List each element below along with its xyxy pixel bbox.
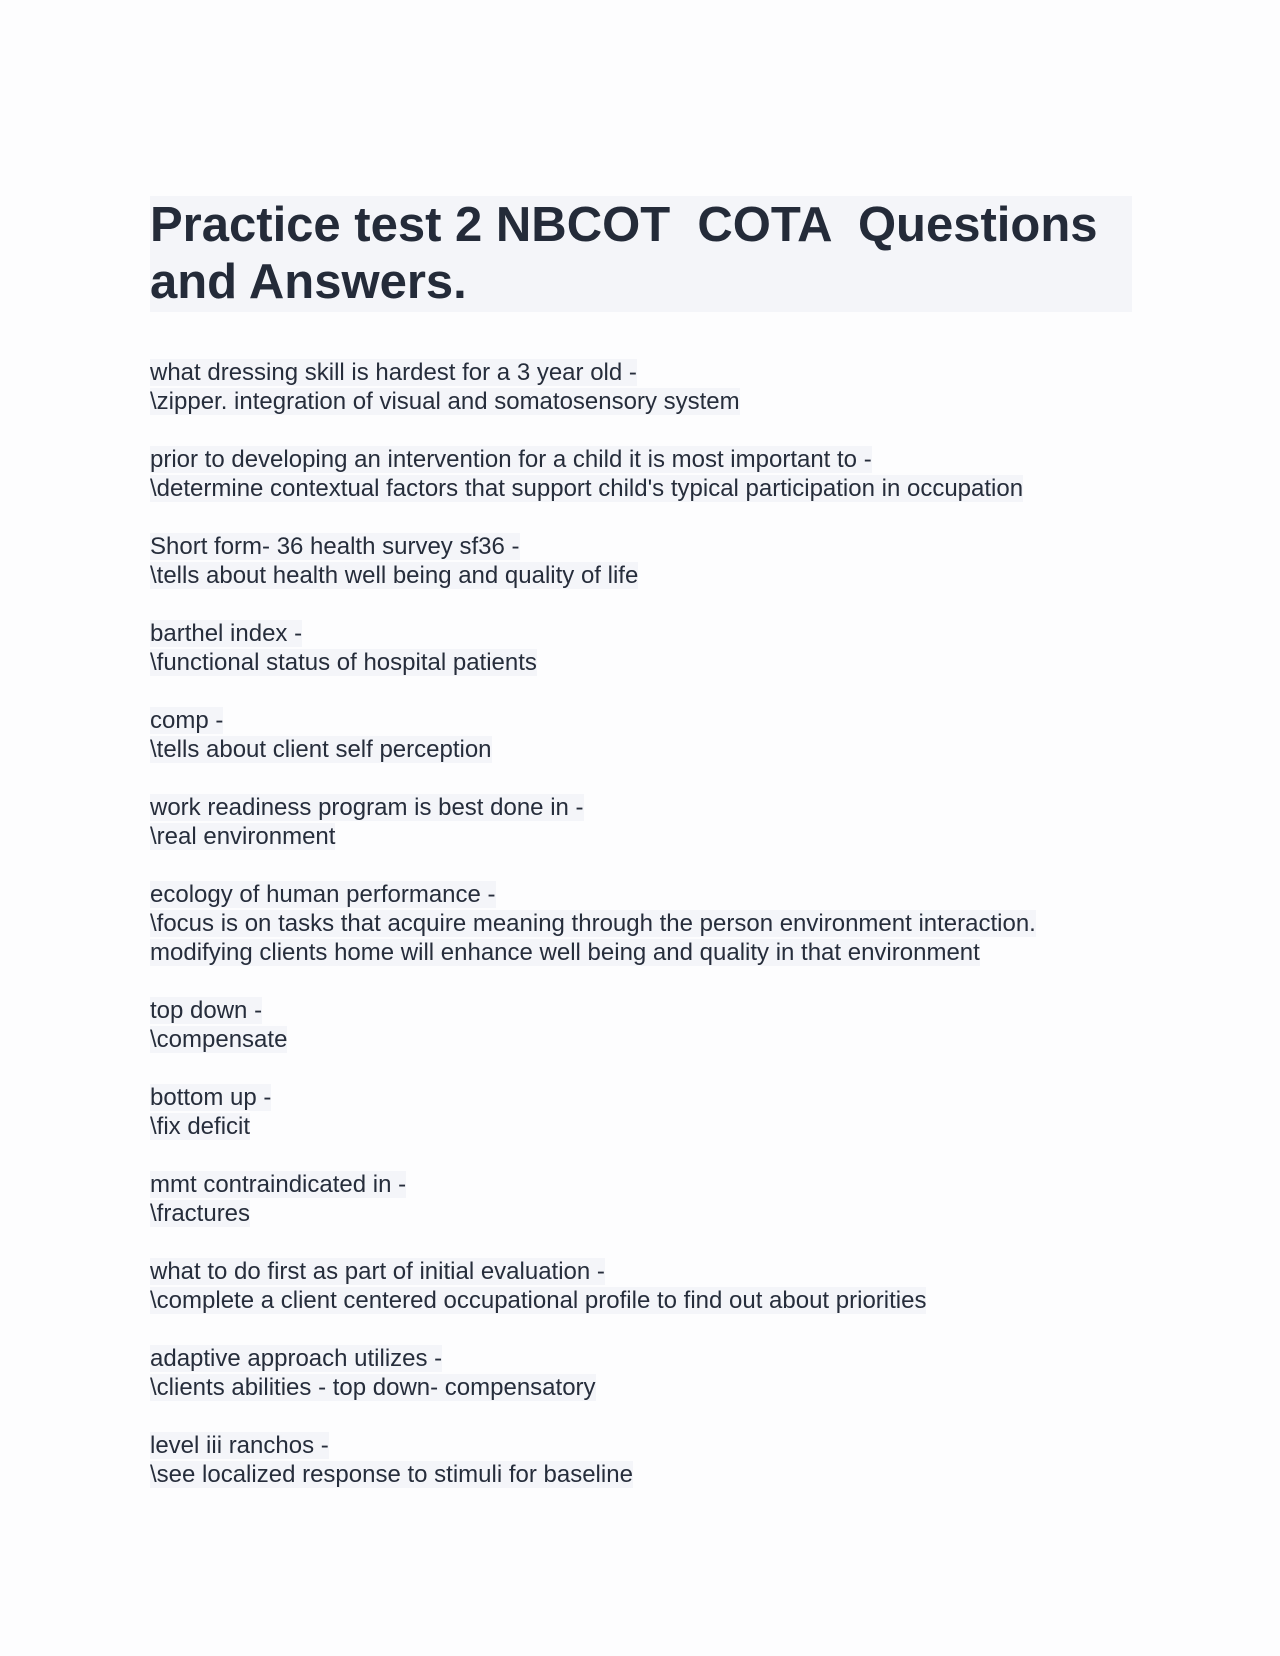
qa-item: [150, 445, 1132, 503]
answer-text: \fix deficit: [150, 1113, 251, 1140]
document-title: Practice test 2 NBCOT COTA Questions and Answers.: [150, 196, 1132, 312]
qa-item: [150, 1170, 1132, 1228]
question-text: mmt contraindicated in -: [150, 1171, 407, 1198]
answer-text-continued: modifying clients home will enhance well being and quality in that environment: [150, 939, 980, 966]
qa-item: [150, 1344, 1132, 1402]
qa-item: [150, 706, 1132, 764]
answer-text: \functional status of hospital patients: [150, 649, 537, 676]
qa-item: [150, 996, 1132, 1054]
question-text: comp -: [150, 707, 224, 734]
qa-item: [150, 358, 1132, 416]
question-text: barthel index -: [150, 620, 303, 647]
answer-text: \complete a client centered occupational profile to find out about priorities: [150, 1287, 927, 1314]
qa-list: [150, 358, 1132, 1489]
answer-text: \clients abilities - top down- compensatory: [150, 1374, 596, 1401]
answer-text: \see localized response to stimuli for baseline: [150, 1461, 633, 1488]
question-text: bottom up -: [150, 1084, 272, 1111]
question-text: what dressing skill is hardest for a 3 year old -: [150, 359, 637, 386]
answer-text: \tells about health well being and quality of life: [150, 562, 639, 589]
question-text: Short form- 36 health survey sf36 -: [150, 533, 520, 560]
answer-text: \focus is on tasks that acquire meaning through the person environment interaction.: [150, 910, 1036, 937]
answer-text: \fractures: [150, 1200, 251, 1227]
qa-item: [150, 880, 1132, 967]
question-text: adaptive approach utilizes -: [150, 1345, 443, 1372]
answer-text: \determine contextual factors that support child's typical participation in occupation: [150, 475, 1024, 502]
qa-item: [150, 1431, 1132, 1489]
qa-item: [150, 619, 1132, 677]
question-text: prior to developing an intervention for a child it is most important to -: [150, 446, 872, 473]
question-text: what to do first as part of initial evaluation -: [150, 1258, 605, 1285]
answer-text: \real environment: [150, 823, 336, 850]
question-text: top down -: [150, 997, 263, 1024]
qa-item: [150, 1257, 1132, 1315]
question-text: level iii ranchos -: [150, 1432, 329, 1459]
qa-item: [150, 1083, 1132, 1141]
qa-item: [150, 793, 1132, 851]
answer-text: \tells about client self perception: [150, 736, 492, 763]
question-text: work readiness program is best done in -: [150, 794, 584, 821]
question-text: ecology of human performance -: [150, 881, 496, 908]
answer-text: \zipper. integration of visual and somatosensory system: [150, 388, 740, 415]
document-page: [150, 196, 1132, 1518]
qa-item: [150, 532, 1132, 590]
answer-text: \compensate: [150, 1026, 288, 1053]
